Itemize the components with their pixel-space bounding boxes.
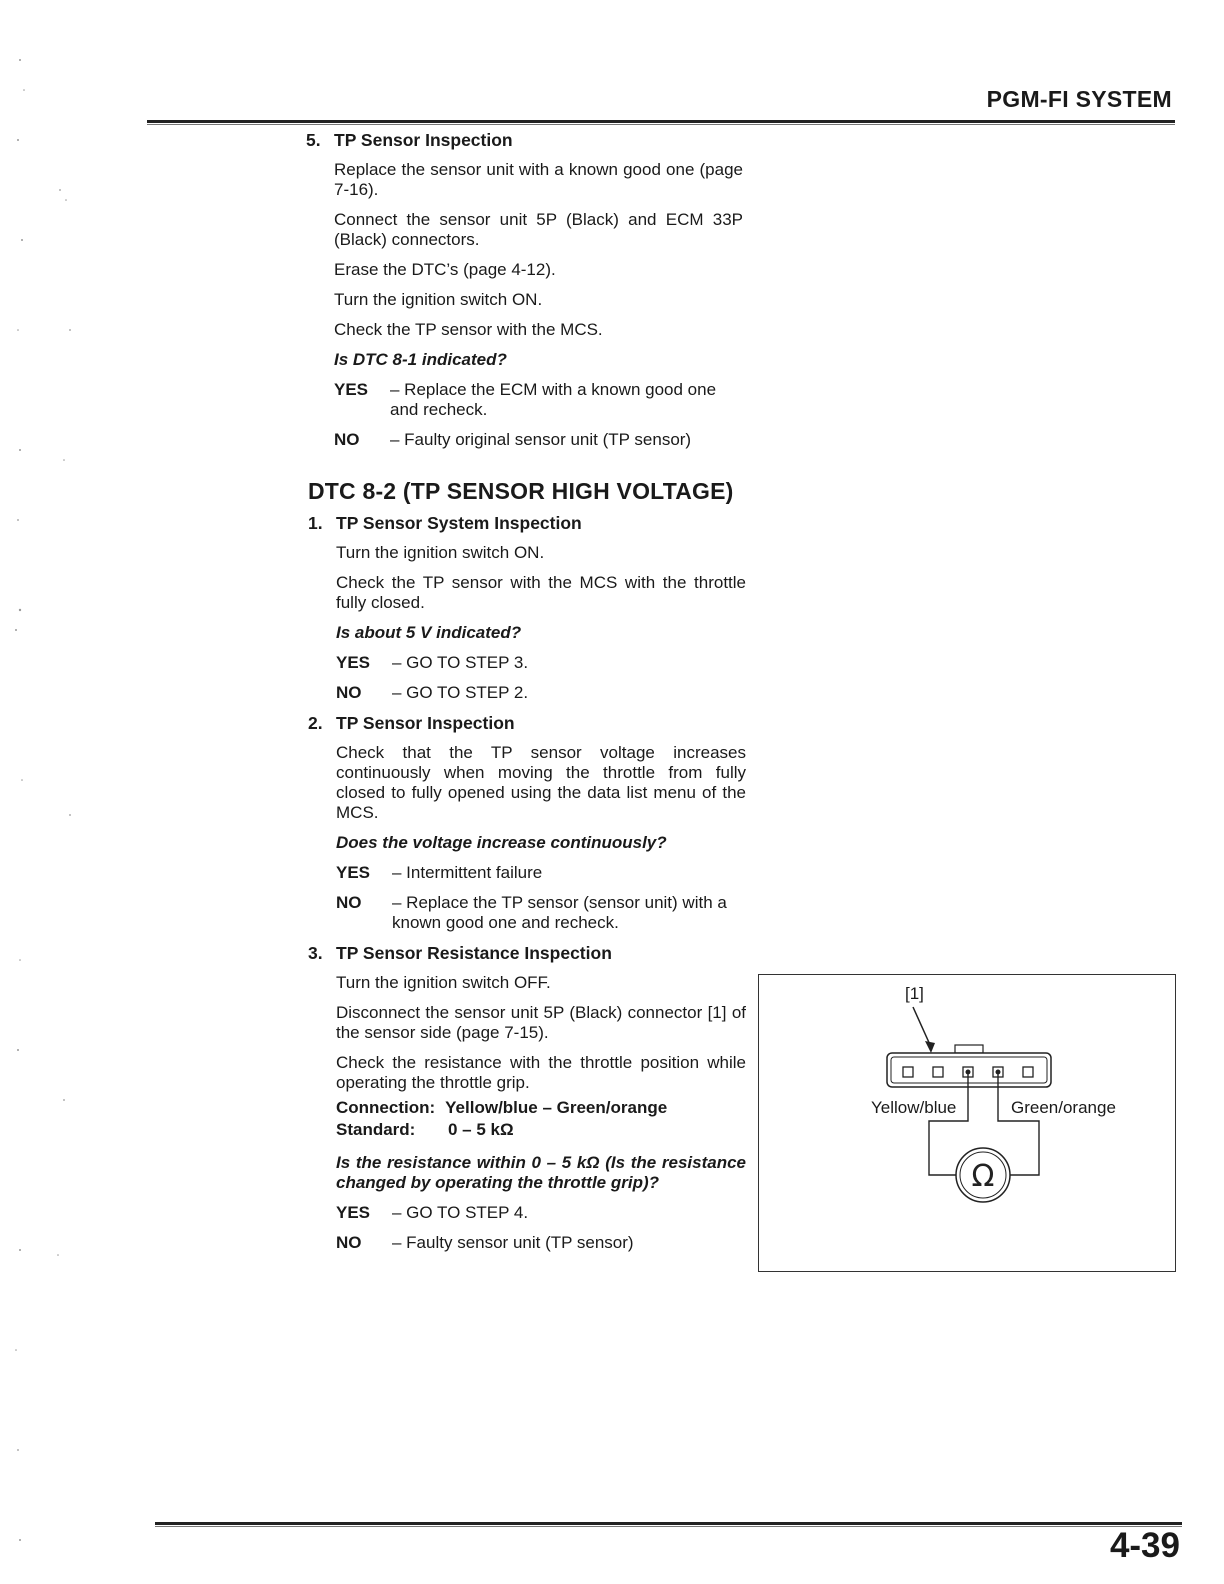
header-rule (147, 120, 1175, 123)
top-section (306, 130, 743, 460)
answer-no: NO – GO TO STEP 2. (336, 683, 529, 702)
step-heading: 2. TP Sensor Inspection (308, 713, 515, 733)
omega-symbol: Ω (971, 1159, 995, 1194)
step-heading: 1. TP Sensor System Inspection (308, 513, 582, 533)
question: Is DTC 8-1 indicated? (334, 350, 507, 369)
paragraph: Replace the sensor unit with a known good one (page 7-16). (334, 160, 743, 199)
paragraph: Check the TP sensor with the MCS with the throttle fully closed. (336, 573, 746, 612)
paragraph: Disconnect the sensor unit 5P (Black) connector [1] of the sensor side (page 7-15). (336, 1003, 746, 1042)
connector-pin (1023, 1067, 1033, 1077)
answer-no: NO – Replace the TP sensor (sensor unit) with a known good one and recheck. (336, 893, 727, 932)
answer-yes: YES – Replace the ECM with a known good one and recheck. (334, 380, 717, 419)
callout-arrowhead (925, 1041, 935, 1053)
paragraph: Turn the ignition switch ON. (336, 543, 545, 562)
connector-latch (955, 1045, 983, 1053)
paragraph: Check the resistance with the throttle position while operating the throttle grip. (336, 1053, 746, 1092)
dtc-section (308, 478, 746, 1263)
scan-noise (0, 0, 100, 1584)
paragraph: Erase the DTC’s (page 4-12). (334, 260, 556, 279)
wire-label-right: Green/orange (1011, 1098, 1116, 1117)
connector-pin (933, 1067, 943, 1077)
connector-diagram (759, 975, 1177, 1273)
wire-label-left: Yellow/blue (871, 1098, 957, 1117)
answer-yes: YES – Intermittent failure (336, 863, 543, 882)
paragraph: Check the TP sensor with the MCS. (334, 320, 603, 339)
page-header-title: PGM-FI SYSTEM (986, 86, 1172, 112)
paragraph: Turn the ignition switch OFF. (336, 973, 551, 992)
question: Is about 5 V indicated? (336, 623, 522, 642)
question: Does the voltage increase continuously? (336, 833, 667, 852)
section-title: DTC 8-2 (TP SENSOR HIGH VOLTAGE) (308, 478, 734, 504)
callout-label: [1] (905, 984, 924, 1003)
paragraph: Turn the ignition switch ON. (334, 290, 543, 309)
question: Is the resistance within 0 – 5 kΩ (Is the resistance changed by operating the throttle grip)? (336, 1153, 746, 1192)
step-heading: 3. TP Sensor Resistance Inspection (308, 943, 612, 963)
answer-yes: YES – GO TO STEP 3. (336, 653, 529, 672)
paragraph: Connect the sensor unit 5P (Black) and ECM 33P (Black) connectors. (334, 210, 743, 249)
answer-no: NO – Faulty original sensor unit (TP sensor) (334, 430, 692, 449)
answer-yes: YES – GO TO STEP 4. (336, 1203, 529, 1222)
standard-spec: Standard: 0 – 5 kΩ (336, 1120, 514, 1139)
connector-pin (903, 1067, 913, 1077)
connection-spec: Connection: Yellow/blue – Green/orange (336, 1098, 668, 1117)
page-number: 4-39 (1109, 1526, 1180, 1565)
callout-leader (913, 1007, 931, 1047)
header-rule-thin (147, 124, 1175, 125)
footer-rule (155, 1522, 1182, 1525)
answer-no: NO – Faulty sensor unit (TP sensor) (336, 1233, 634, 1252)
paragraph: Check that the TP sensor voltage increases continuously when moving the throttle from fully closed to fully opened using the data list menu of the MCS. (336, 743, 746, 822)
footer-rule-thin (155, 1526, 1182, 1527)
connector-figure (758, 974, 1176, 1272)
step-heading: 5. TP Sensor Inspection (306, 130, 513, 150)
